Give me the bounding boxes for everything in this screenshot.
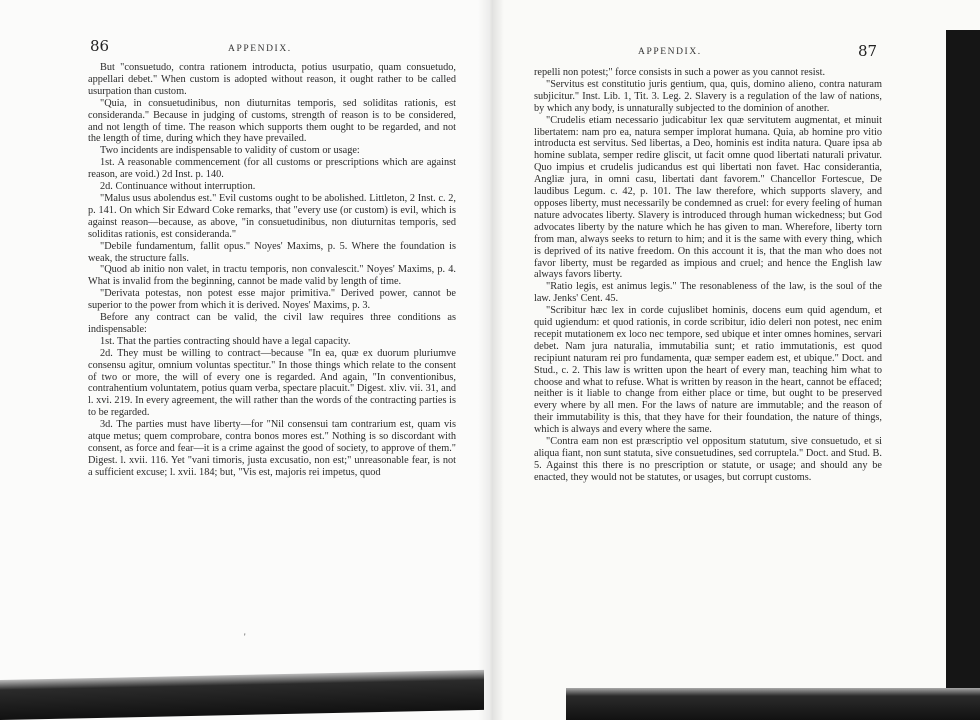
page-number-right: 87 xyxy=(858,42,878,60)
right-page xyxy=(490,0,980,720)
paragraph: "Quia, in consuetudinibus, non diuturnitas temporis, sed soliditas rationis, est consideranda." Because in judging of customs, strength of reason is to be considered, and not length of time. The reason which supports them ought to be regarded, and not the length of time, during which they have prevailed. xyxy=(88,97,456,145)
paragraph: "Ratio legis, est animus legis." The resonableness of the law, is the soul of the law. Jenks' Cent. 45. xyxy=(534,281,882,305)
paragraph: "Derivata potestas, non potest esse major primitiva." Derived power, cannot be superior to the power from which it is derived. Noyes' Maxims, p. 3. xyxy=(88,288,456,312)
running-head-right: APPENDIX. xyxy=(638,47,702,57)
paragraph: "Malus usus abolendus est." Evil customs ought to be abolished. Littleton, 2 Inst. c. 2, p. 141. On which Sir Edward Coke remarks, that "every use (or custom) is evil, which is against reason—because, as above, "in consuetudinibus, non diuturnitas temporis, sed soliditas rationis, est consideranda." xyxy=(88,192,456,240)
paragraph: Before any contract can be valid, the civil law requires three conditions as indispensable: xyxy=(88,312,456,335)
left-page-text xyxy=(88,62,456,479)
running-head-left: APPENDIX. xyxy=(228,44,292,54)
paragraph: repelli non potest;" force consists in such a power as you cannot resist. xyxy=(534,67,826,78)
right-page-text xyxy=(534,67,882,484)
paragraph: "Quod ab initio non valet, in tractu temporis, non convalescit." Noyes' Maxims, p. 4. What is invalid from the beginning, cannot be made valid by length of time. xyxy=(88,264,456,288)
paragraph: 3d. The parties must have liberty—for "Nil consensui tam contrarium est, quam vis atque metus; quem comprobare, contra bonos mores est." Nothing is so discordant with consent, as force and fear—it is a crime against the good of society, to approve of them." Digest. l. xvii. 116. Yet "vani timoris, justa excusatio, non est;" unreasonable fear, is not a sufficient excuse; l. xvii. 184; but, "Vis est, majoris rei impetus, quod xyxy=(88,419,456,478)
stray-mark: ' xyxy=(244,632,246,642)
book-gutter-shadow xyxy=(478,0,504,720)
paragraph: 2d. They must be willing to contract—because "In ea, quæ ex duorum pluriumve consensu agitur, omnium voluntas spectitur." In those things which relate to the consent of two or more, the will of every one is regarded. And again, "In conventionibus, contrahentium voluntatem, potius quam verba, spectare placuit." Digest. xliv. vii. 31, and l. xvi. 219. In every agreement, the will rather than the words of the contracting parties is to be regarded. xyxy=(88,347,456,419)
scan-edge-right xyxy=(946,30,980,720)
page-number-left: 86 xyxy=(90,37,110,55)
paragraph: "Debile fundamentum, fallit opus." Noyes' Maxims, p. 5. Where the foundation is weak, the structure falls. xyxy=(88,240,456,264)
paragraph: But "consuetudo, contra rationem introducta, potius usurpatio, quam consuetudo, appellari debet." When custom is adopted without reason, it ought rather to be called usurpation than custom. xyxy=(88,62,456,97)
paragraph: 1st. That the parties contracting should have a legal capacity. xyxy=(100,335,351,347)
paragraph: "Scribitur hæc lex in corde cujuslibet hominis, docens eum quid agendum, et quid ugiendum: et quod rationis, in corde scribitur, idio deleri non potest, nec enim recepit mutationem ex loco nec tempore, sed ubique et inter omnes homines, servari debet. Nam jura naturalia, immutabilia sunt; et ratio immutationis, est quod recipiunt naturam rei pro fundamenta, quæ semper eadem est, et ubique." Doct. and Stud., c. 2. This law is written upon the heart of every man, teaching him what to choose and what to refuse. What is written by reason in the heart, cannot be effaced; neither is it liable to change from either place or time, but ought to be preserved every where by all men. For the laws of nature are immutable; and the reason of their immutability is this, that they have for their foundation, the nature of things, which is always and every where the same. xyxy=(534,305,882,436)
paragraph: Two incidents are indispensable to validity of custom or usage: xyxy=(100,145,360,157)
paragraph: "Servitus est constitutio juris gentium, qua, quis, domino alieno, contra naturam subjicitur." Inst. Lib. 1, Tit. 3. Leg. 2. Slavery is a regulation of the law of nations, by which any body, is unnaturally subjected to the dominion of another. xyxy=(534,78,882,114)
paragraph: 1st. A reasonable commencement (for all customs or prescriptions which are against reason, are void.) 2d Inst. p. 140. xyxy=(88,157,456,181)
paragraph: "Crudelis etiam necessario judicabitur lex quæ servitutem augmentat, et minuit libertatem: nam pro ea, natura semper implorat humana. Quia, ab homine pro vitio introducta est servitus. Sed libertas, a Deo, hominis est indita natura. Quare ipsa ab homine sublata, semper redire gliscit, ut facit omne quod libertati naturali privatur. Quo impius et crudelis judicandus est qui libertati non favet. Hac considerantia, Angliæ jura, in omni casu, libertati dant favorem." Chancellor Fortescue, De laudibus Legum. c. 42, p. 101. The law therefore, which supports slavery, and opposes liberty, must necessarily be condemned as cruel: for every feeling of human nature advocates liberty. Slavery is introduced through human wickedness; but God advocates liberty by the nature which he has given to man. Wherefore, liberty torn from man, always seeks to return to him; and it is the same with every thing, which is deprived of its native freedom. On this account it is, that the man who does not favor liberty, must be regarded as impious and cruel; and hence the English law always favors liberty. xyxy=(534,114,882,281)
scan-edge-bottom-right xyxy=(566,688,980,720)
paragraph: "Contra eam non est præscriptio vel oppositum statutum, sive consuetudo, et si aliqua fiant, non sunt statuta, sive consuetudines, sed corruptela." Doct. and Stud. B. 5. Against this there is no prescription or statute, or usage; and should any be enacted, they would not be statutes, or usages, but corrupt customs. xyxy=(534,436,882,483)
paragraph: 2d. Continuance without interruption. xyxy=(100,181,256,193)
